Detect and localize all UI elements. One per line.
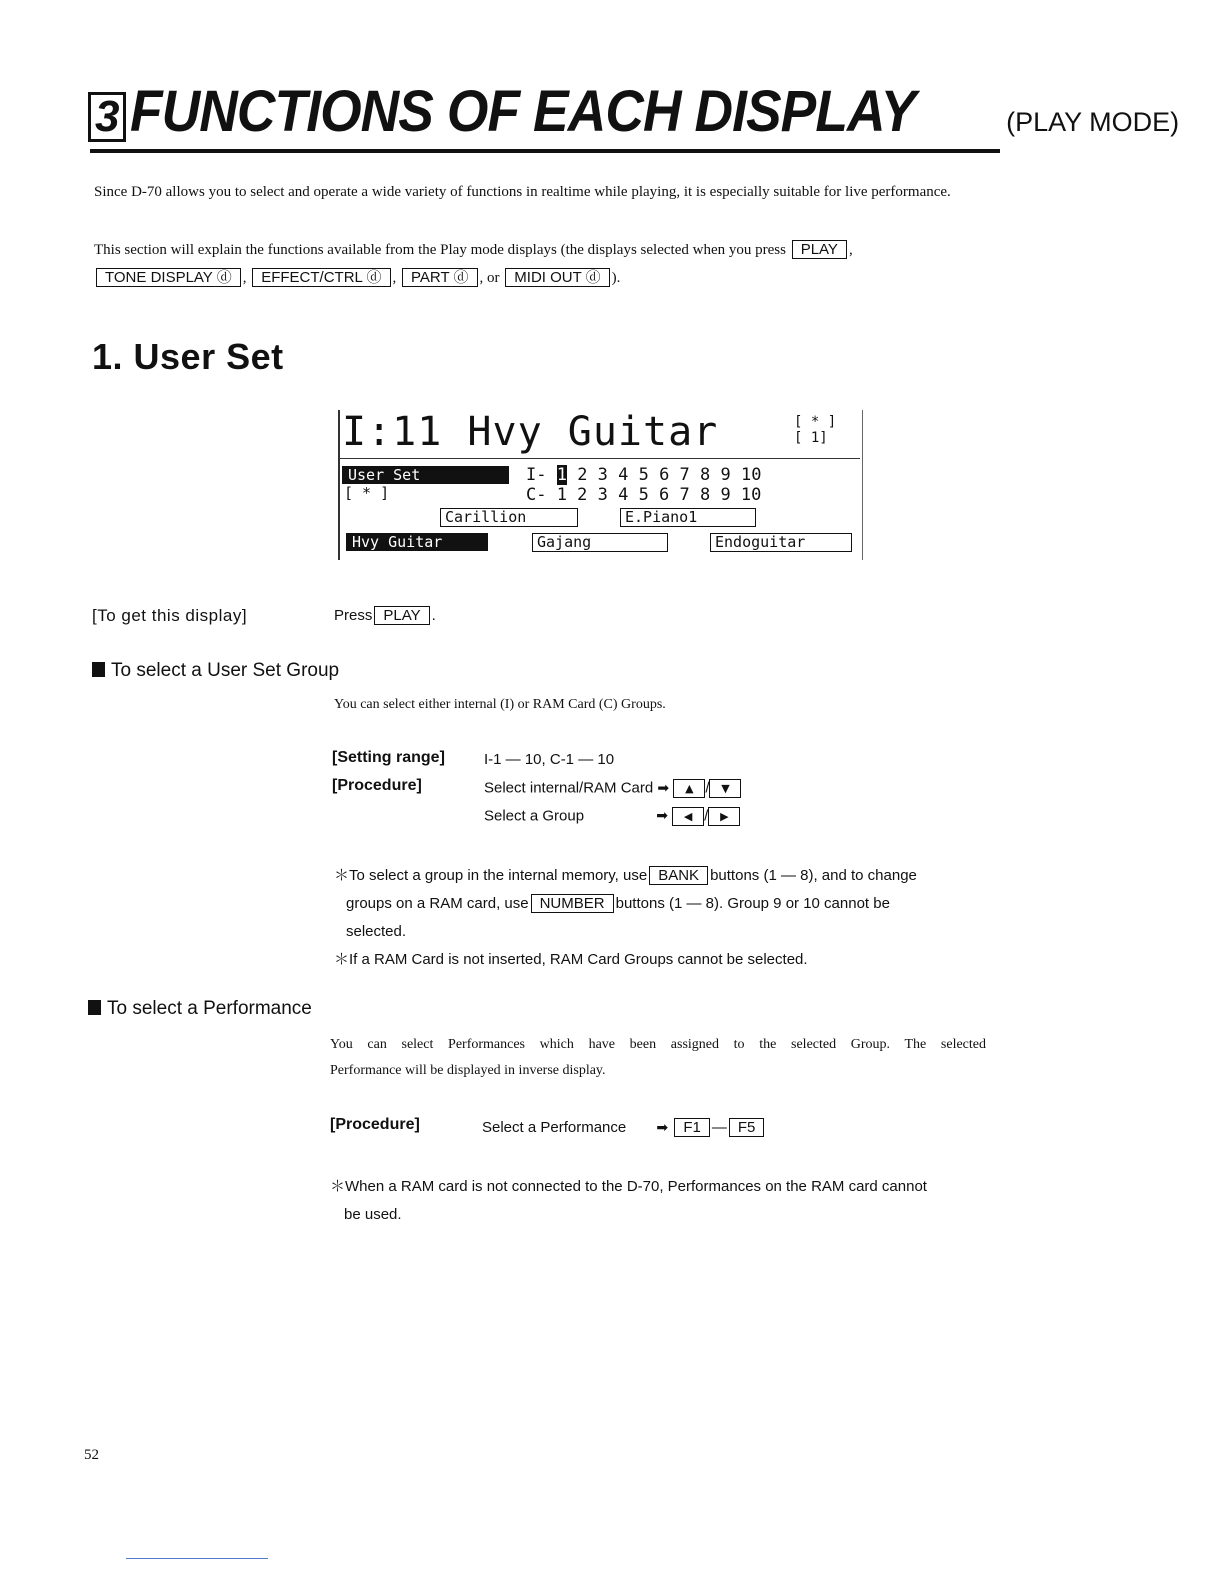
group-description: You can select either internal (I) or RAM Card (C) Groups.	[334, 697, 666, 712]
group-procedure-label: [Procedure]	[332, 777, 422, 794]
lcd-bracket-bottom: [ 1]	[794, 430, 828, 446]
group-procedure-step-1: Select internal/RAM Card ➡ ▲ / ▼	[484, 779, 741, 798]
performance-heading-text: To select a Performance	[107, 998, 312, 1019]
lcd-performance-title: I:11 Hvy Guitar	[342, 409, 719, 455]
performance-description-1: You can select Performances which have been assigned to the selected Group. The selected	[330, 1037, 986, 1052]
get-display-period: .	[431, 607, 436, 624]
f1-key: F1	[674, 1118, 710, 1137]
setting-range-label: [Setting range]	[332, 749, 445, 766]
group-procedure-step-2: Select a Group ➡ ◀ / ▶	[484, 807, 740, 826]
group-note-1-line-2	[334, 890, 990, 918]
performance-note	[330, 1173, 927, 1229]
bullet-square-icon	[88, 1000, 101, 1015]
get-display-label: [To get this display]	[92, 606, 248, 625]
performance-procedure-step	[482, 1118, 766, 1137]
lcd-perf-hvy-guitar: Hvy Guitar	[346, 533, 488, 551]
up-arrow-key-icon: ▲	[673, 779, 705, 798]
performance-procedure-text: Select a Performance	[482, 1119, 627, 1136]
lcd-display	[338, 410, 863, 560]
page-subtitle-mode: (PLAY MODE)	[1006, 107, 1180, 137]
lcd-divider	[340, 458, 860, 459]
key-play: PLAY	[792, 240, 847, 259]
group-note-1-d: buttons (1 — 8). Group 9 or 10 cannot be	[615, 895, 890, 912]
section-heading: 1. User Set	[92, 336, 284, 377]
bank-key: BANK	[649, 866, 708, 885]
key-midi-out: MIDI OUT ⓓ	[505, 268, 609, 287]
group-note-1-line-3: selected.	[346, 923, 407, 940]
f5-key: F5	[729, 1118, 765, 1137]
lcd-internal-row	[526, 466, 761, 484]
group-note-1-a: ＊To select a group in the internal memory, use	[334, 867, 648, 884]
group-procedure-step-2-text: Select a Group	[484, 807, 585, 825]
page-header	[88, 78, 1179, 145]
footer-rule	[126, 1558, 268, 1559]
key-part: PART ⓓ	[402, 268, 478, 287]
intro-paragraph-1: Since D-70 allows you to select and operate a wide variety of functions in realtime while playing, it is especially suitable for live performance.	[94, 184, 951, 200]
performance-note-line-1: ＊When a RAM card is not connected to the D-70, Performances on the RAM card cannot	[330, 1178, 927, 1195]
bullet-square-icon	[92, 662, 105, 677]
down-arrow-key-icon: ▼	[709, 779, 741, 798]
key-tone-display: TONE DISPLAY ⓓ	[96, 268, 241, 287]
arrow-right-icon: ➡	[656, 1120, 669, 1136]
intro-paragraph-2-text: This section will explain the functions available from the Play mode displays (the displays selected when you press	[94, 242, 786, 258]
arrow-right-icon: ➡	[656, 808, 668, 825]
lcd-perf-epiano: E.Piano1	[620, 508, 756, 527]
group-note-1-line-1	[334, 862, 990, 890]
get-display-play-key: PLAY	[374, 606, 429, 625]
intro-or: or	[487, 270, 500, 286]
key-effect-ctrl: EFFECT/CTRL ⓓ	[252, 268, 390, 287]
performance-description-2: Performance will be displayed in inverse display.	[330, 1063, 606, 1078]
lcd-perf-endoguitar: Endoguitar	[710, 533, 852, 552]
setting-range-value: I-1 — 10, C-1 — 10	[484, 751, 615, 768]
lcd-perf-carillion: Carillion	[440, 508, 578, 527]
page-title: FUNCTIONS OF EACH DISPLAY	[130, 79, 916, 144]
performance-dash: —	[711, 1119, 727, 1136]
left-arrow-key-icon: ◀	[672, 807, 704, 826]
number-key: NUMBER	[531, 894, 614, 913]
lcd-star-label: [ * ]	[344, 484, 390, 502]
get-display-press: Press	[334, 607, 373, 624]
page-number: 52	[84, 1447, 99, 1463]
right-arrow-key-icon: ▶	[708, 807, 740, 826]
arrow-right-icon: ➡	[657, 780, 670, 797]
performance-note-line-2: be used.	[344, 1206, 402, 1223]
group-note-1	[334, 862, 990, 946]
performance-procedure-label: [Procedure]	[330, 1116, 420, 1133]
lcd-card-row: C- 1 2 3 4 5 6 7 8 9 10	[526, 485, 762, 505]
group-note-1-b: buttons (1 — 8), and to change	[710, 867, 917, 884]
lcd-internal-groups: 2 3 4 5 6 7 8 9 10	[566, 465, 762, 485]
intro-paragraph-2: This section will explain the functions available from the Play mode displays (the displays selected when you press PLAY , TONE DISPLAY ⓓ , EFFECT/CTRL ⓓ , PART ⓓ , or MIDI OUT ⓓ ).	[94, 241, 853, 286]
performance-heading	[88, 998, 312, 1020]
lcd-internal-prefix: I-	[526, 465, 557, 485]
group-heading-text: To select a User Set Group	[111, 660, 340, 681]
group-note-2: ＊If a RAM Card is not inserted, RAM Card Groups cannot be selected.	[334, 951, 808, 968]
group-note-1-c: groups on a RAM card, use	[346, 895, 529, 912]
get-display-instruction	[334, 606, 436, 625]
lcd-bracket-top: [ * ]	[794, 414, 837, 430]
lcd-internal-selected: 1	[556, 465, 567, 485]
section-number-box: 3	[88, 92, 126, 142]
group-heading	[92, 660, 339, 682]
intro-close: ).	[611, 270, 621, 286]
lcd-user-set-label: User Set	[342, 466, 509, 484]
lcd-perf-gajang: Gajang	[532, 533, 668, 552]
group-procedure-step-1-text: Select internal/RAM Card	[484, 779, 654, 797]
header-rule	[90, 149, 1000, 153]
